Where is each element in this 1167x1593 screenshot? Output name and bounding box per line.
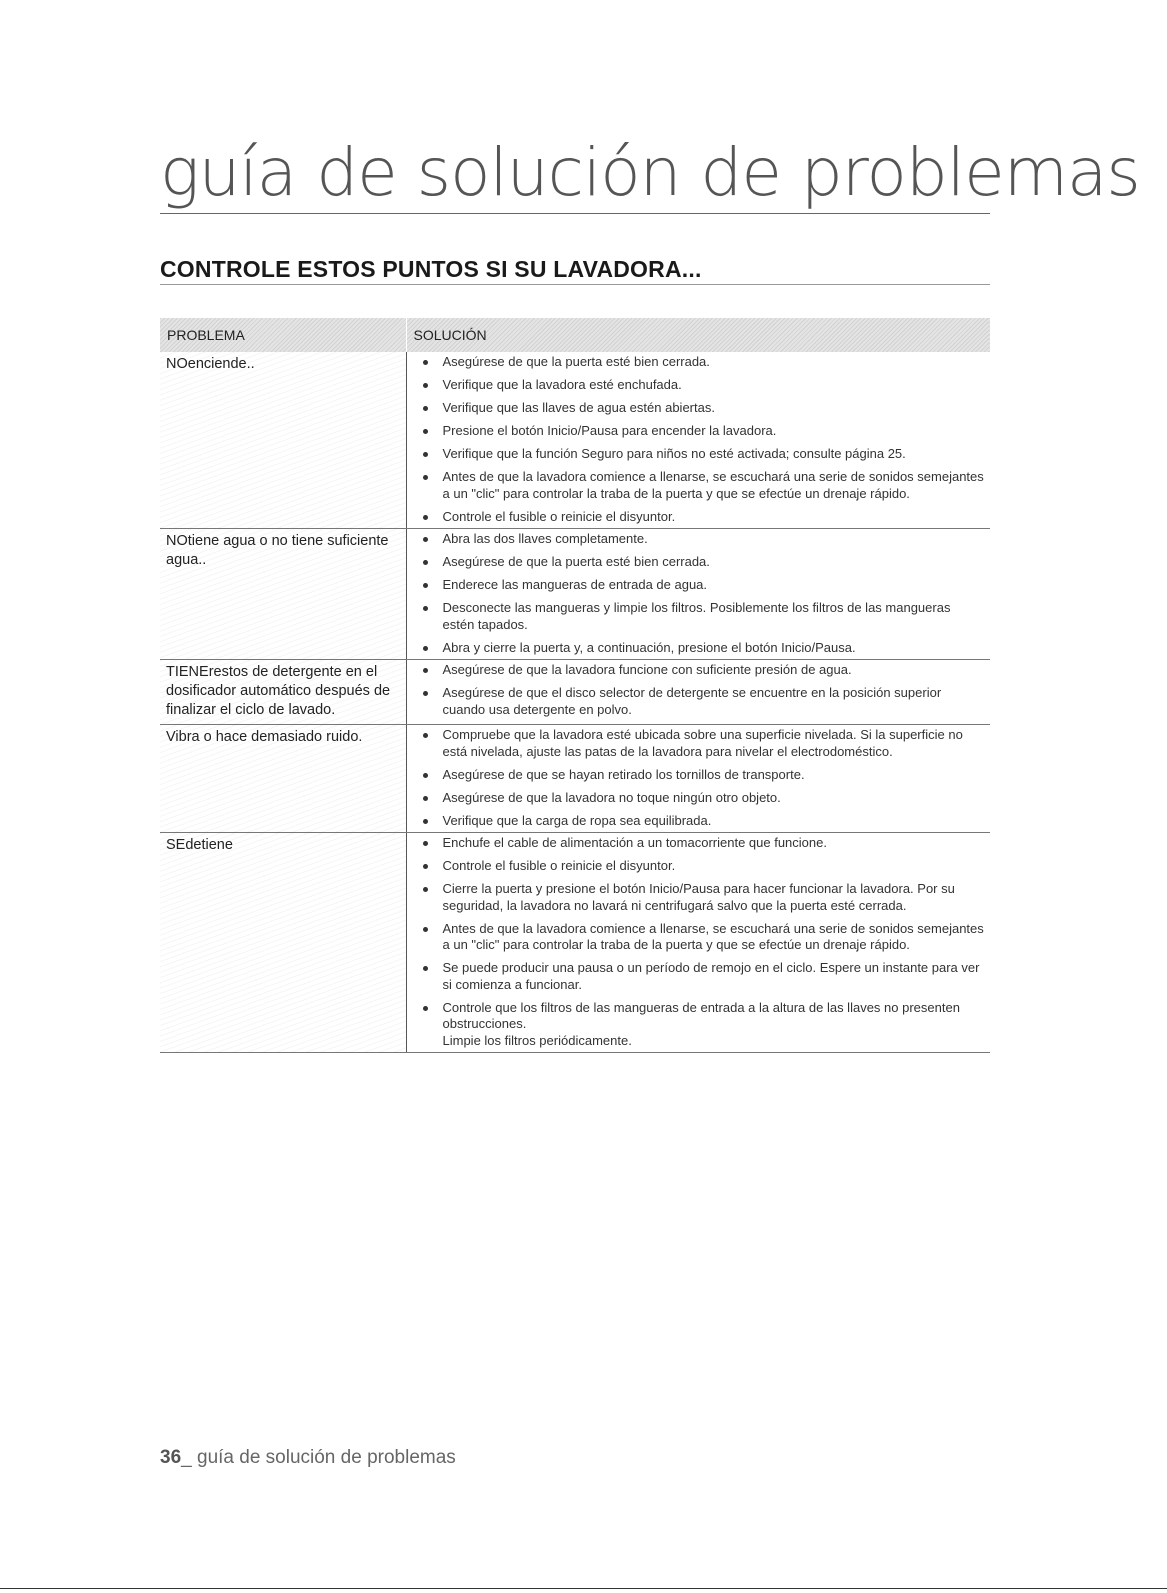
- solution-item: Enderece las mangueras de entrada de agua.: [421, 577, 985, 594]
- table-body: [160, 352, 990, 1053]
- page-title: guía de solución de problemas: [160, 134, 1140, 211]
- table-row: [160, 833, 990, 1053]
- solution-item: Verifique que las llaves de agua estén abiertas.: [421, 400, 985, 417]
- solution-item: Enchufe el cable de alimentación a un tomacorriente que funcione.: [421, 835, 985, 852]
- page-number: 36: [160, 1447, 182, 1468]
- problem-cell: TIENErestos de detergente en el dosificador automático después de finalizar el ciclo de lavado.: [160, 660, 406, 725]
- table-row: [160, 660, 990, 725]
- problem-cell: NOtiene agua o no tiene suficiente agua..: [160, 529, 406, 660]
- title-rule: [160, 213, 990, 214]
- section-rule: [160, 284, 990, 285]
- solution-item: Asegúrese de que se hayan retirado los tornillos de transporte.: [421, 767, 985, 784]
- column-header-solution: SOLUCIÓN: [406, 318, 990, 352]
- bottom-rule: [0, 1588, 1167, 1589]
- solution-item: Asegúrese de que el disco selector de detergente se encuentre en la posición superior cuando usa detergente en polvo.: [421, 685, 985, 718]
- solution-item: Abra las dos llaves completamente.: [421, 531, 985, 548]
- solution-item: Asegúrese de que la lavadora no toque ningún otro objeto.: [421, 790, 985, 807]
- solution-list: [421, 662, 985, 718]
- solution-item: Desconecte las mangueras y limpie los filtros. Posiblemente los filtros de las mangueras estén tapados.: [421, 600, 985, 633]
- table-row: [160, 352, 990, 529]
- problem-cell: SEdetiene: [160, 833, 406, 1053]
- solution-item: Controle el fusible o reinicie el disyuntor.: [421, 858, 985, 875]
- table-header-row: [160, 318, 990, 352]
- solution-cell: [406, 529, 990, 660]
- solution-item: Verifique que la función Seguro para niños no esté activada; consulte página 25.: [421, 446, 985, 463]
- footer-separator: _: [181, 1447, 192, 1468]
- solution-cell: [406, 725, 990, 833]
- solution-cell: [406, 352, 990, 529]
- troubleshooting-table: [160, 318, 991, 1053]
- footer-text: guía de solución de problemas: [191, 1447, 456, 1468]
- section-heading: CONTROLE ESTOS PUNTOS SI SU LAVADORA...: [160, 256, 702, 282]
- solution-item: Verifique que la lavadora esté enchufada.: [421, 377, 985, 394]
- solution-item: Compruebe que la lavadora esté ubicada sobre una superficie nivelada. Si la superficie no está nivelada, ajuste las patas de la lavadora para nivelar el electrodoméstico.: [421, 727, 985, 760]
- problem-cell: NOenciende..: [160, 352, 406, 529]
- solution-item: Se puede producir una pausa o un período de remojo en el ciclo. Espere un instante para ver si comienza a funcionar.: [421, 960, 985, 993]
- solution-cell: [406, 833, 990, 1053]
- solution-item: Asegúrese de que la puerta esté bien cerrada.: [421, 554, 985, 571]
- solution-list: [421, 727, 985, 829]
- solution-list: [421, 354, 985, 525]
- table-row: [160, 529, 990, 660]
- problem-cell: Vibra o hace demasiado ruido.: [160, 725, 406, 833]
- solution-item: Controle el fusible o reinicie el disyuntor.: [421, 509, 985, 526]
- solution-item: Cierre la puerta y presione el botón Inicio/Pausa para hacer funcionar la lavadora. Por su seguridad, la lavadora no lavará ni centrifugará salvo que la puerta esté cerrada.: [421, 881, 985, 914]
- solution-list: [421, 835, 985, 1049]
- solution-item: Verifique que la carga de ropa sea equilibrada.: [421, 813, 985, 830]
- page-footer: [160, 1447, 456, 1469]
- solution-cell: [406, 660, 990, 725]
- solution-item: Controle que los filtros de las mangueras de entrada a la altura de las llaves no presenten obstrucciones. Limpie los filtros periódicamente.: [421, 1000, 985, 1050]
- solution-list: [421, 531, 985, 656]
- solution-item: Abra y cierre la puerta y, a continuación, presione el botón Inicio/Pausa.: [421, 640, 985, 657]
- solution-item: Antes de que la lavadora comience a llenarse, se escuchará una serie de sonidos semejantes a un "clic" para controlar la traba de la puerta y que se efectúe un drenaje rápido.: [421, 469, 985, 502]
- column-header-problem: PROBLEMA: [160, 318, 406, 352]
- solution-item: Antes de que la lavadora comience a llenarse, se escuchará una serie de sonidos semejantes a un "clic" para controlar la traba de la puerta y que se efectúe un drenaje rápido.: [421, 921, 985, 954]
- table-row: [160, 725, 990, 833]
- solution-item: Asegúrese de que la lavadora funcione con suficiente presión de agua.: [421, 662, 985, 679]
- solution-item: Presione el botón Inicio/Pausa para encender la lavadora.: [421, 423, 985, 440]
- solution-item: Asegúrese de que la puerta esté bien cerrada.: [421, 354, 985, 371]
